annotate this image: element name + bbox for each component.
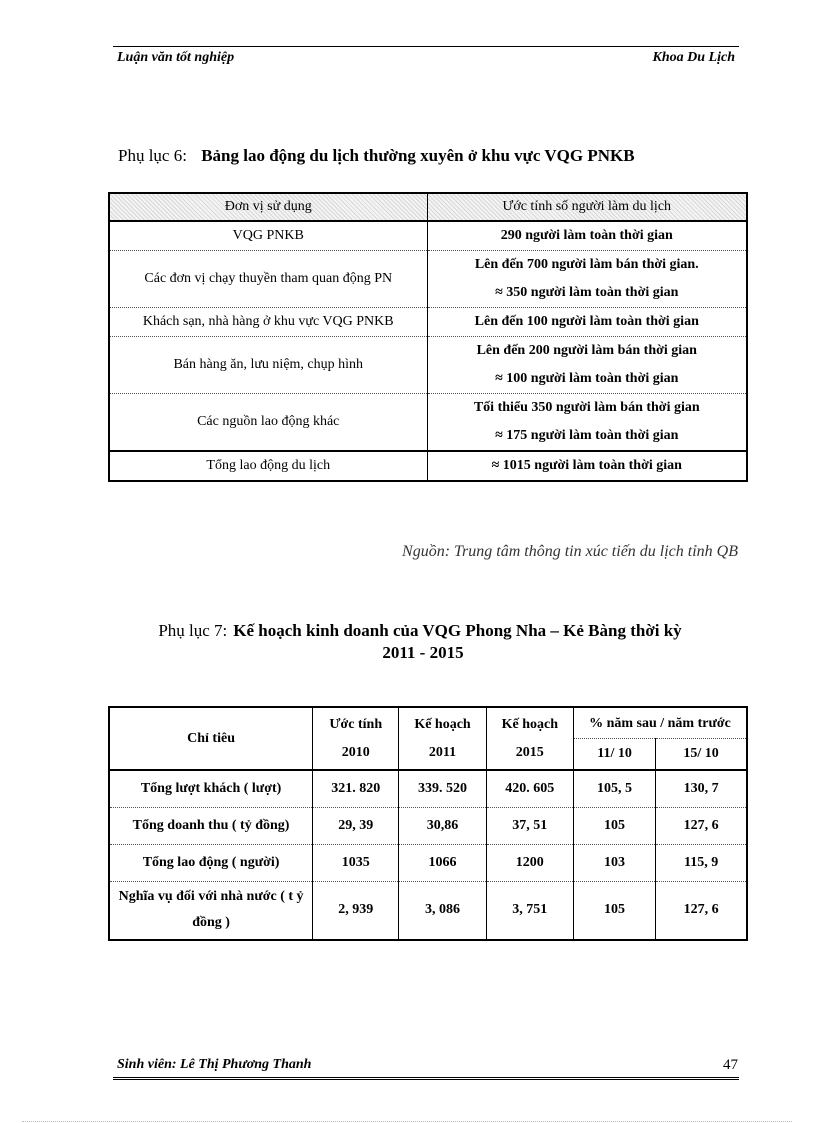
percent-15-10: 115, 9 — [656, 845, 747, 882]
appendix6-caption — [118, 146, 635, 166]
indicator-cell: Tổng doanh thu ( tỷ đồng) — [109, 808, 313, 845]
total-value: ≈ 1015 người làm toàn thời gian — [427, 451, 747, 481]
estimate-cell: 290 người làm toàn thời gian — [427, 221, 747, 251]
table-row — [109, 337, 747, 394]
estimate-cell — [427, 251, 747, 308]
estimate-line-1: Tối thiểu 350 người làm bán thời gian — [473, 400, 700, 415]
appendix7-table — [108, 706, 748, 941]
appendix7-caption — [100, 620, 740, 664]
col-header-11-10: 11/ 10 — [573, 739, 655, 771]
value-2011: 339. 520 — [399, 770, 486, 808]
header-rule — [113, 46, 739, 47]
col-header-plan2011: Kế hoạch 2011 — [399, 707, 486, 770]
estimate-cell: Lên đến 100 người làm toàn thời gian — [427, 308, 747, 337]
indicator-cell: Tổng lao động ( người) — [109, 845, 313, 882]
estimate-cell — [427, 337, 747, 394]
value-2015: 1200 — [486, 845, 573, 882]
table-row — [109, 308, 747, 337]
percent-11-10: 105 — [573, 808, 655, 845]
unit-cell: VQG PNKB — [109, 221, 427, 251]
table-row — [109, 770, 747, 808]
page-edge-rule — [22, 1121, 792, 1122]
unit-cell: Bán hàng ăn, lưu niệm, chụp hình — [109, 337, 427, 394]
appendix7-title-line2: 2011 - 2015 — [382, 643, 464, 662]
value-2015: 3, 751 — [486, 882, 573, 940]
col-header-indicator: Chỉ tiêu — [109, 707, 313, 770]
percent-11-10: 105 — [573, 882, 655, 940]
table-row — [109, 882, 747, 940]
appendix7-title-line1: Kế hoạch kinh doanh của VQG Phong Nha – Kẻ Bàng thời kỳ — [233, 621, 682, 640]
indicator-cell: Nghĩa vụ đối với nhà nước ( t ỷ đồng ) — [109, 882, 313, 940]
estimate-line-1: Lên đến 700 người làm bán thời gian. — [474, 257, 699, 272]
table-row — [109, 251, 747, 308]
percent-15-10: 130, 7 — [656, 770, 747, 808]
value-2010: 321. 820 — [313, 770, 399, 808]
header-left: Luận văn tốt nghiệp — [117, 50, 235, 65]
unit-cell: Các nguồn lao động khác — [109, 394, 427, 452]
col-header-plan2015: Kế hoạch 2015 — [486, 707, 573, 770]
percent-11-10: 105, 5 — [573, 770, 655, 808]
value-2010: 2, 939 — [313, 882, 399, 940]
appendix7-prefix: Phụ lục 7: — [158, 621, 228, 640]
col-header-percent: % năm sau / năm trước — [573, 707, 747, 739]
estimate-line-2: ≈ 175 người làm toàn thời gian — [495, 428, 679, 443]
percent-15-10: 127, 6 — [656, 808, 747, 845]
col-header-est2010: Ước tính 2010 — [313, 707, 399, 770]
footer-rule — [113, 1077, 739, 1080]
estimate-cell — [427, 394, 747, 452]
percent-15-10: 127, 6 — [656, 882, 747, 940]
estimate-line-2: ≈ 350 người làm toàn thời gian — [495, 285, 679, 300]
value-2010: 29, 39 — [313, 808, 399, 845]
table-header-row — [109, 193, 747, 221]
table-header-row — [109, 707, 747, 739]
estimate-line-1: Lên đến 200 người làm bán thời gian — [476, 343, 697, 358]
col-header-estimate: Ước tính số người làm du lịch — [427, 193, 747, 221]
table-row — [109, 845, 747, 882]
total-label: Tổng lao động du lịch — [109, 451, 427, 481]
value-2015: 37, 51 — [486, 808, 573, 845]
header-right: Khoa Du Lịch — [652, 50, 735, 65]
table-row — [109, 221, 747, 251]
estimate-line-2: ≈ 100 người làm toàn thời gian — [495, 371, 679, 386]
col-header-15-10: 15/ 10 — [656, 739, 747, 771]
value-2015: 420. 605 — [486, 770, 573, 808]
col-header-unit: Đơn vị sử dụng — [109, 193, 427, 221]
value-2011: 30,86 — [399, 808, 486, 845]
appendix6-title: Bảng lao động du lịch thường xuyên ở khu vực VQG PNKB — [201, 146, 635, 165]
unit-cell: Các đơn vị chạy thuyền tham quan động PN — [109, 251, 427, 308]
value-2010: 1035 — [313, 845, 399, 882]
table-row — [109, 808, 747, 845]
footer-student: Sinh viên: Lê Thị Phương Thanh — [117, 1057, 312, 1072]
source-note: Nguồn: Trung tâm thông tin xúc tiến du lịch tỉnh QB — [402, 543, 738, 560]
value-2011: 1066 — [399, 845, 486, 882]
page-number: 47 — [723, 1057, 738, 1073]
unit-cell: Khách sạn, nhà hàng ở khu vực VQG PNKB — [109, 308, 427, 337]
table-row — [109, 394, 747, 452]
appendix6-table — [108, 192, 748, 482]
percent-11-10: 103 — [573, 845, 655, 882]
appendix6-prefix: Phụ lục 6: — [118, 146, 187, 165]
total-row — [109, 451, 747, 481]
indicator-cell: Tổng lượt khách ( lượt) — [109, 770, 313, 808]
value-2011: 3, 086 — [399, 882, 486, 940]
